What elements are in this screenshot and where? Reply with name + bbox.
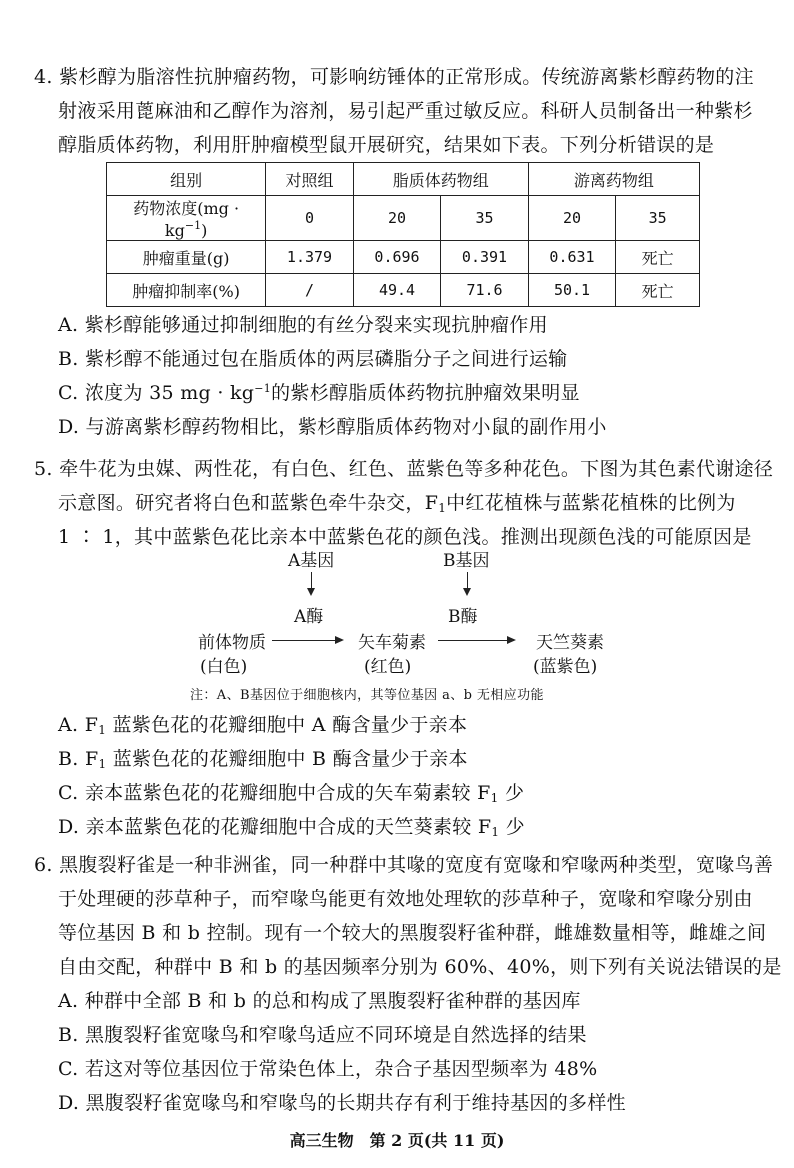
table-row-label: 肿瘤抑制率(%) [107, 274, 266, 307]
table-row [107, 241, 700, 274]
table-cell: 0 [266, 196, 354, 241]
table-cell: 50.1 [528, 274, 616, 307]
table-header-cell: 对照组 [266, 163, 354, 196]
cyanidin-color: (红色) [364, 657, 412, 677]
q6-line-1: 6. 黑腹裂籽雀是一种非洲雀，同一种群中其喙的宽度有宽喙和窄喙两种类型，宽喙鸟善 [34, 854, 774, 876]
enzyme-a-label: A酶 [294, 607, 324, 627]
table-cell: 死亡 [616, 241, 700, 274]
option-sub: 1 [490, 791, 499, 805]
option-c-sup: −1 [254, 382, 272, 395]
table-cell: 20 [353, 196, 441, 241]
q4-line-3: 醇脂质体药物，利用肝肿瘤模型鼠开展研究，结果如下表。下列分析错误的是 [58, 134, 715, 156]
label-text: 药物浓度(mg · kg [133, 199, 240, 240]
option-pre: C. 亲本蓝紫色花的花瓣细胞中合成的矢车菊素较 F [58, 782, 491, 804]
option-post: 蓝紫色花的花瓣细胞中 B 酶含量少于亲本 [106, 748, 468, 770]
table-row-label [107, 196, 266, 241]
q4-line-2: 射液采用蓖麻油和乙醇作为溶剂，易引起严重过敏反应。科研人员制备出一种紫杉 [58, 100, 753, 122]
table-cell: 35 [616, 196, 700, 241]
step-1-arrow [272, 640, 342, 641]
q6-option-d: D. 黑腹裂籽雀宽喙鸟和窄喙鸟的长期共存有利于维持基因的多样性 [58, 1092, 626, 1114]
table-cell: 0.696 [353, 241, 441, 274]
table-row-label: 肿瘤重量(g) [107, 241, 266, 274]
table-header-row [107, 163, 700, 196]
q5-line-2 [58, 488, 736, 515]
q6-line-2: 于处理硬的莎草种子，而窄喙鸟能更有效地处理软的莎草种子，宽喙和窄喙分别由 [58, 888, 753, 910]
gene-b-arrow [467, 572, 468, 594]
precursor-color: (白色) [200, 657, 248, 677]
q4-results-table [106, 162, 700, 307]
table-row [107, 274, 700, 307]
q5-line-2-end: 中红花植株与蓝紫花植株的比例为 [446, 492, 736, 514]
table-cell: 71.6 [441, 274, 529, 307]
q5-sub: 1 [438, 501, 447, 515]
q4-option-b: B. 紫杉醇不能通过包在脂质体的两层磷脂分子之间进行运输 [58, 348, 568, 370]
enzyme-b-label: B酶 [448, 607, 478, 627]
pelargonidin-color: (蓝紫色) [533, 657, 598, 677]
q6-option-a: A. 种群中全部 B 和 b 的总和构成了黑腹裂籽雀种群的基因库 [58, 990, 581, 1012]
cyanidin-label: 矢车菊素 [358, 633, 426, 653]
option-pre: B. F [58, 748, 99, 770]
option-post: 少 [499, 816, 525, 838]
label-sup: −1 [184, 219, 202, 232]
q5-line-1: 5. 牵牛花为虫媒、两性花，有白色、红色、蓝紫色等多种花色。下图为其色素代谢途径 [34, 458, 774, 480]
q5-line-3: 1 ∶ 1，其中蓝紫色花比亲本中蓝紫色花的颜色浅。推测出现颜色浅的可能原因是 [58, 526, 752, 548]
step-2-arrow [438, 640, 514, 641]
page-footer: 高三生物 第 2 页(共 11 页) [289, 1131, 505, 1150]
q4-option-a: A. 紫杉醇能够通过抑制细胞的有丝分裂来实现抗肿瘤作用 [58, 314, 548, 336]
table-cell: 20 [528, 196, 616, 241]
table-header-cell: 游离药物组 [528, 163, 699, 196]
q6-line-4: 自由交配，种群中 B 和 b 的基因频率分别为 60%、40%，则下列有关说法错误的是 [58, 956, 782, 978]
option-post: 少 [498, 782, 525, 804]
table-row [107, 196, 700, 241]
option-sub: 1 [98, 723, 107, 737]
gene-a-label: A基因 [288, 551, 335, 571]
option-post: 蓝紫色花的花瓣细胞中 A 酶含量少于亲本 [106, 714, 468, 736]
q6-option-c: C. 若这对等位基因位于常染色体上，杂合子基因型频率为 48% [58, 1058, 598, 1080]
table-cell: 死亡 [616, 274, 700, 307]
option-c-text: C. 浓度为 35 mg · kg [58, 382, 255, 404]
option-c-end: 的紫杉醇脂质体药物抗肿瘤效果明显 [271, 382, 580, 404]
option-pre: A. F [58, 714, 99, 736]
gene-a-arrow [311, 572, 312, 594]
label-end: ) [201, 221, 208, 240]
q5-option-a [58, 710, 467, 737]
table-header-cell: 组别 [107, 163, 266, 196]
gene-b-label: B基因 [443, 551, 490, 571]
table-header-cell: 脂质体药物组 [353, 163, 528, 196]
table-cell: / [266, 274, 354, 307]
option-pre: D. 亲本蓝紫色花的花瓣细胞中合成的天竺葵素较 F [58, 816, 492, 838]
option-sub: 1 [98, 757, 107, 771]
q4-option-c [58, 378, 580, 405]
q5-option-c [58, 778, 524, 805]
table-cell: 49.4 [353, 274, 441, 307]
table-cell: 0.391 [441, 241, 529, 274]
q5-option-d [58, 812, 525, 839]
precursor-label: 前体物质 [198, 633, 266, 653]
q6-option-b: B. 黑腹裂籽雀宽喙鸟和窄喙鸟适应不同环境是自然选择的结果 [58, 1024, 587, 1046]
q6-line-3: 等位基因 B 和 b 控制。现有一个较大的黑腹裂籽雀种群，雌雄数量相等，雌雄之间 [58, 922, 767, 944]
table-cell: 35 [441, 196, 529, 241]
option-sub: 1 [491, 825, 500, 839]
table-cell: 1.379 [266, 241, 354, 274]
q5-line-2-text: 示意图。研究者将白色和蓝紫色牵牛杂交，F [58, 492, 439, 514]
q4-option-d: D. 与游离紫杉醇药物相比，紫杉醇脂质体药物对小鼠的副作用小 [58, 416, 607, 438]
q4-line-1: 4. 紫杉醇为脂溶性抗肿瘤药物，可影响纺锤体的正常形成。传统游离紫杉醇药物的注 [34, 66, 754, 88]
pelargonidin-label: 天竺葵素 [536, 633, 604, 653]
q5-option-b [58, 744, 468, 771]
table-cell: 0.631 [528, 241, 616, 274]
diagram-note: 注：A、B基因位于细胞核内，其等位基因 a、b 无相应功能 [190, 688, 544, 703]
